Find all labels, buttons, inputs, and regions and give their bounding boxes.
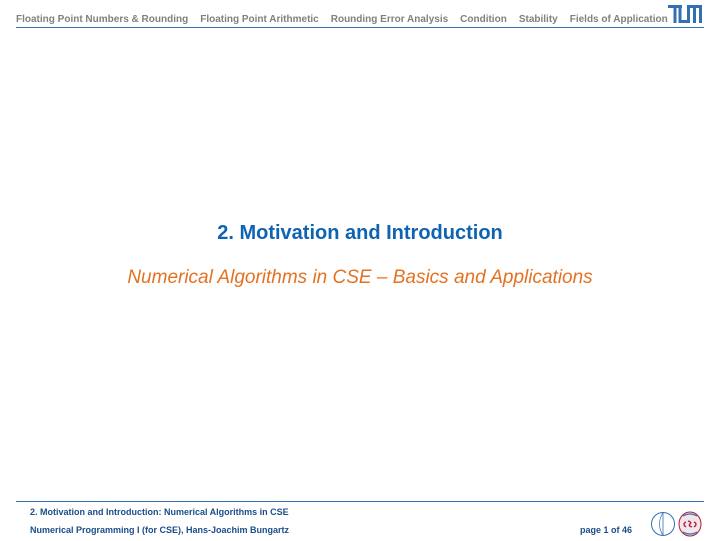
slide-title: 2. Motivation and Introduction <box>217 222 503 244</box>
nav-floating-point-arithmetic[interactable]: Floating Point Arithmetic <box>200 14 319 25</box>
nav-rounding-error-analysis[interactable]: Rounding Error Analysis <box>330 14 449 25</box>
page-number: page 1 of 46 <box>580 525 633 535</box>
section-nav <box>16 14 668 26</box>
nav-stability[interactable]: Stability <box>518 14 558 25</box>
slide-subtitle: Numerical Algorithms in CSE – Basics and Applications <box>127 267 593 288</box>
header-bar <box>0 0 720 30</box>
nav-fields-of-application[interactable]: Fields of Application <box>569 14 668 25</box>
scs-logo-icon <box>677 510 703 538</box>
nav-floating-point-numbers[interactable]: Floating Point Numbers & Rounding <box>16 14 189 25</box>
footer-course-info: Numerical Programming I (for CSE), Hans-Joachim Bungartz <box>30 525 290 535</box>
footer-section-title: 2. Motivation and Introduction: Numerical Algorithms in CSE <box>30 507 289 517</box>
nav-condition[interactable]: Condition <box>460 14 507 25</box>
circle-logo-icon <box>650 511 676 537</box>
header-divider <box>16 27 704 28</box>
tum-logo-icon <box>668 5 702 23</box>
footer-divider <box>16 501 704 502</box>
